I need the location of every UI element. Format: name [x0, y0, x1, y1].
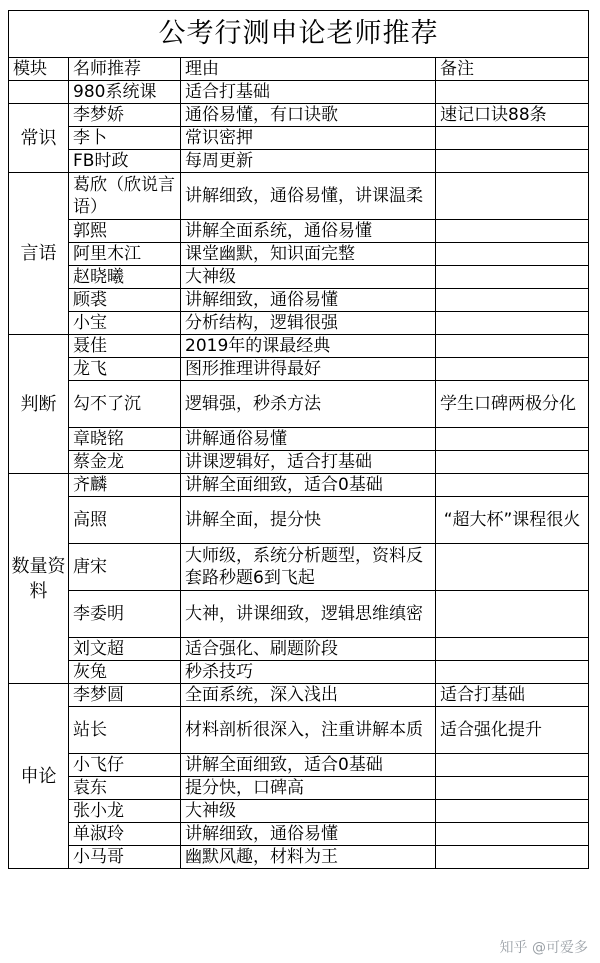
teacher-table — [8, 10, 589, 869]
note-cell — [436, 150, 589, 173]
table-row — [9, 81, 589, 104]
table-row — [9, 312, 589, 335]
reason-cell: 逻辑强，秒杀方法 — [181, 381, 436, 428]
teacher-cell: 张小龙 — [69, 800, 181, 823]
note-cell — [436, 81, 589, 104]
table-row — [9, 220, 589, 243]
reason-cell: 讲解全面，提分快 — [181, 497, 436, 544]
table-row — [9, 428, 589, 451]
header-note: 备注 — [436, 58, 589, 81]
note-cell — [436, 823, 589, 846]
reason-cell: 大神级 — [181, 800, 436, 823]
table-row — [9, 544, 589, 591]
note-cell — [436, 754, 589, 777]
teacher-cell: 勾不了沉 — [69, 381, 181, 428]
teacher-cell: 阿里木江 — [69, 243, 181, 266]
note-cell — [436, 266, 589, 289]
table-row — [9, 104, 589, 127]
teacher-cell: 980系统课 — [69, 81, 181, 104]
teacher-cell: 顾裘 — [69, 289, 181, 312]
teacher-cell: FB时政 — [69, 150, 181, 173]
note-cell — [436, 800, 589, 823]
table-row — [9, 638, 589, 661]
module-cell-empty — [9, 81, 69, 104]
note-cell — [436, 312, 589, 335]
teacher-cell: 李梦圆 — [69, 684, 181, 707]
note-cell — [436, 358, 589, 381]
teacher-cell: 刘文超 — [69, 638, 181, 661]
note-cell — [436, 638, 589, 661]
header-reason: 理由 — [181, 58, 436, 81]
table-row — [9, 661, 589, 684]
table-row — [9, 173, 589, 220]
teacher-cell: 葛欣（欣说言语） — [69, 173, 181, 220]
teacher-cell: 唐宋 — [69, 544, 181, 591]
teacher-cell: 聂佳 — [69, 335, 181, 358]
reason-cell: 讲解细致，通俗易懂 — [181, 289, 436, 312]
header-module: 模块 — [9, 58, 69, 81]
table-row — [9, 358, 589, 381]
reason-cell: 2019年的课最经典 — [181, 335, 436, 358]
teacher-cell: 小宝 — [69, 312, 181, 335]
reason-cell: 秒杀技巧 — [181, 661, 436, 684]
reason-cell: 讲课逻辑好，适合打基础 — [181, 451, 436, 474]
table-row — [9, 381, 589, 428]
note-cell — [436, 335, 589, 358]
watermark: 知乎 @可爱多 — [499, 940, 588, 956]
header-teacher: 名师推荐 — [69, 58, 181, 81]
table-row — [9, 846, 589, 869]
table-row — [9, 497, 589, 544]
reason-cell: 讲解全面细致，适合0基础 — [181, 474, 436, 497]
table-row — [9, 335, 589, 358]
teacher-cell: 李梦娇 — [69, 104, 181, 127]
teacher-cell: 赵晓曦 — [69, 266, 181, 289]
reason-cell: 讲解细致，通俗易懂 — [181, 823, 436, 846]
reason-cell: 讲解全面系统，通俗易懂 — [181, 220, 436, 243]
reason-cell: 大神，讲课细致，逻辑思维缜密 — [181, 591, 436, 638]
teacher-cell: 单淑玲 — [69, 823, 181, 846]
table-row — [9, 127, 589, 150]
reason-cell: 幽默风趣，材料为王 — [181, 846, 436, 869]
reason-cell: 材料剖析很深入，注重讲解本质 — [181, 707, 436, 754]
reason-cell: 讲解细致，通俗易懂，讲课温柔 — [181, 173, 436, 220]
note-cell — [436, 777, 589, 800]
teacher-cell: 李卜 — [69, 127, 181, 150]
table-row — [9, 243, 589, 266]
reason-cell: 大师级，系统分析题型，资料反套路秒题6到飞起 — [181, 544, 436, 591]
note-cell — [436, 173, 589, 220]
note-cell — [436, 544, 589, 591]
table-row — [9, 754, 589, 777]
module-cell-panduan: 判断 — [9, 335, 69, 474]
note-cell — [436, 846, 589, 869]
reason-cell: 全面系统，深入浅出 — [181, 684, 436, 707]
reason-cell: 分析结构，逻辑很强 — [181, 312, 436, 335]
table-row — [9, 474, 589, 497]
note-cell — [436, 428, 589, 451]
table-row — [9, 150, 589, 173]
reason-cell: 每周更新 — [181, 150, 436, 173]
module-cell-yanyu: 言语 — [9, 173, 69, 335]
table-row — [9, 777, 589, 800]
note-cell — [436, 591, 589, 638]
note-cell: 速记口诀88条 — [436, 104, 589, 127]
reason-cell: 适合打基础 — [181, 81, 436, 104]
table-row — [9, 451, 589, 474]
table-row — [9, 823, 589, 846]
teacher-cell: 龙飞 — [69, 358, 181, 381]
note-cell — [436, 243, 589, 266]
note-cell: 适合打基础 — [436, 684, 589, 707]
note-cell: 适合强化提升 — [436, 707, 589, 754]
header-row — [9, 58, 589, 81]
teacher-cell: 蔡金龙 — [69, 451, 181, 474]
title-row — [9, 11, 589, 58]
reason-cell: 常识密押 — [181, 127, 436, 150]
teacher-cell: 小飞仔 — [69, 754, 181, 777]
note-cell — [436, 474, 589, 497]
teacher-cell: 郭熙 — [69, 220, 181, 243]
table-title: 公考行测申论老师推荐 — [9, 11, 589, 58]
teacher-cell: 高照 — [69, 497, 181, 544]
teacher-cell: 齐麟 — [69, 474, 181, 497]
note-cell — [436, 220, 589, 243]
table-row — [9, 800, 589, 823]
recommendation-sheet — [8, 10, 588, 869]
reason-cell: 提分快，口碑高 — [181, 777, 436, 800]
note-cell — [436, 127, 589, 150]
teacher-cell: 李委明 — [69, 591, 181, 638]
table-row — [9, 684, 589, 707]
reason-cell: 图形推理讲得最好 — [181, 358, 436, 381]
note-cell: 学生口碑两极分化 — [436, 381, 589, 428]
reason-cell: 大神级 — [181, 266, 436, 289]
table-row — [9, 266, 589, 289]
reason-cell: 适合强化、刷题阶段 — [181, 638, 436, 661]
reason-cell: 课堂幽默，知识面完整 — [181, 243, 436, 266]
module-cell-shuliang: 数量资料 — [9, 474, 69, 684]
reason-cell: 讲解通俗易懂 — [181, 428, 436, 451]
teacher-cell: 章晓铭 — [69, 428, 181, 451]
reason-cell: 通俗易懂，有口诀歌 — [181, 104, 436, 127]
note-cell — [436, 289, 589, 312]
module-cell-changshi: 常识 — [9, 104, 69, 173]
teacher-cell: 小马哥 — [69, 846, 181, 869]
module-cell-shenlun: 申论 — [9, 684, 69, 869]
teacher-cell: 灰兔 — [69, 661, 181, 684]
teacher-cell: 袁东 — [69, 777, 181, 800]
reason-cell: 讲解全面细致，适合0基础 — [181, 754, 436, 777]
note-cell — [436, 661, 589, 684]
table-row — [9, 289, 589, 312]
note-cell: “超大杯”课程很火 — [436, 497, 589, 544]
table-row — [9, 591, 589, 638]
note-cell — [436, 451, 589, 474]
table-row — [9, 707, 589, 754]
teacher-cell: 站长 — [69, 707, 181, 754]
